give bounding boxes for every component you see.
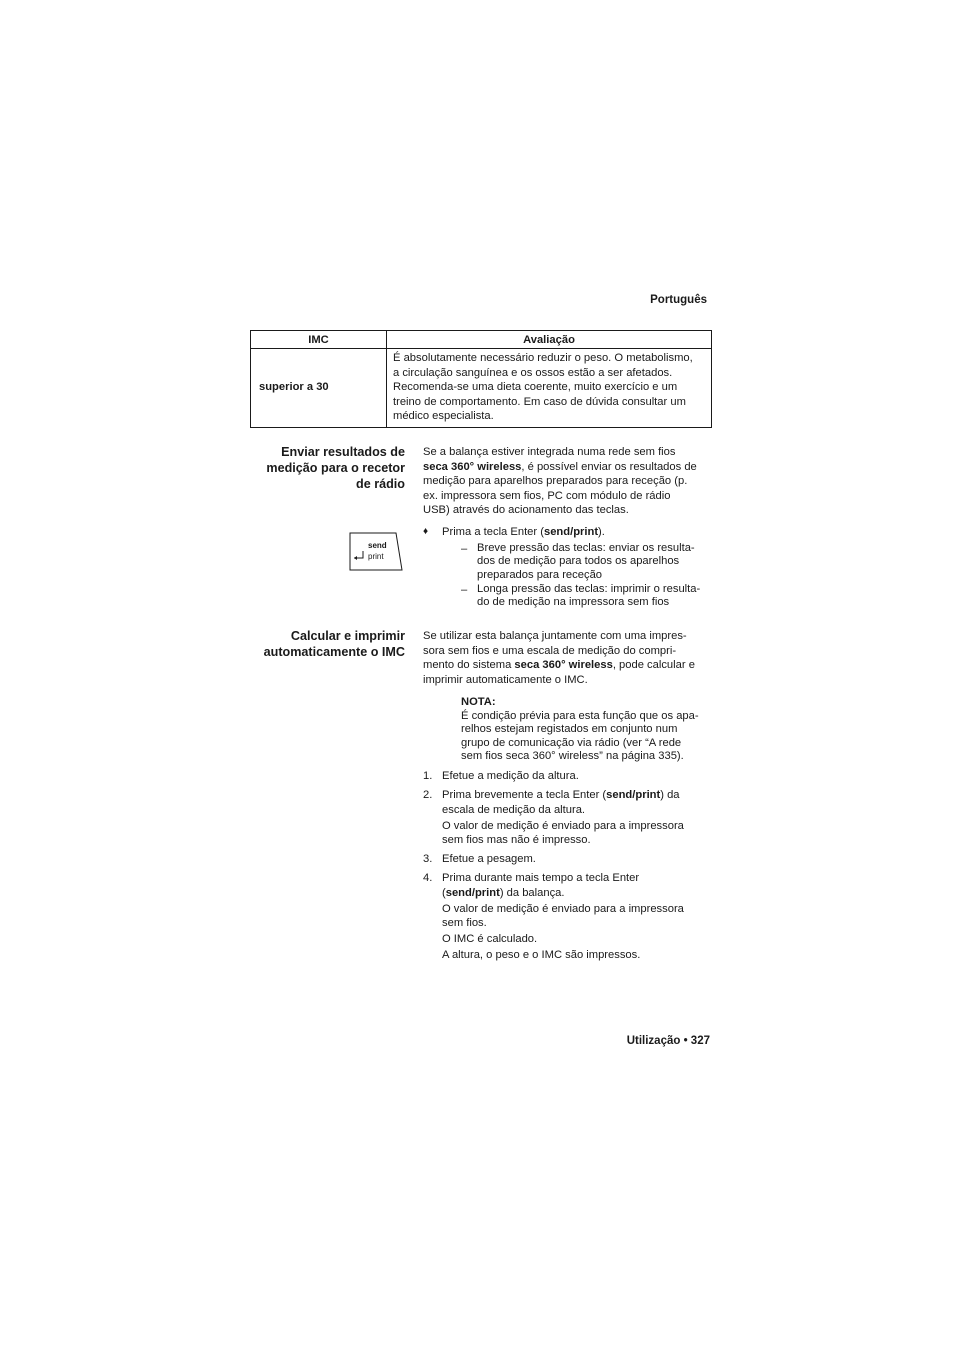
step-number: 3.: [423, 853, 433, 865]
section-title-calculate-bmi: [230, 628, 405, 660]
step-text: Efetue a medição da altura.: [442, 770, 579, 782]
step-2: [423, 788, 723, 848]
intro-line: ex. impressora sem fios, PC com módulo de rádio: [423, 489, 671, 502]
dash-item: [461, 583, 731, 610]
intro-line: [423, 658, 723, 673]
key-name: send/print: [543, 526, 599, 538]
note-line: grupo de comunicação via rádio (ver “A rede: [461, 736, 682, 749]
intro-line: Se utilizar esta balança juntamente com uma impres-: [423, 630, 687, 642]
section-title-line: de rádio: [356, 477, 405, 491]
section2-intro: [423, 629, 723, 687]
section-title-line: Enviar resultados de: [281, 445, 405, 459]
page-language-header: Português: [650, 294, 707, 306]
note-box: [461, 696, 731, 764]
dash-line: Breve pressão das teclas: enviar os resulta-: [477, 542, 695, 554]
intro-line: medição para aparelhos preparados para receção (p.: [423, 475, 688, 488]
evaluation-line: treino de comportamento. Em caso de dúvida consultar um: [393, 395, 686, 408]
evaluation-line: É absolutamente necessário reduzir o peso. O metabolismo,: [393, 352, 693, 364]
section-title-line: Calcular e imprimir: [290, 629, 405, 643]
step-1: [423, 769, 723, 784]
table-cell-bmi-range: superior a 30: [251, 349, 387, 428]
dash-item: [461, 542, 731, 582]
step-result: sem fios.: [442, 917, 487, 930]
note-line: relhos estejam registados em conjunto num: [461, 723, 678, 736]
key-name: send/print: [606, 789, 661, 801]
bmi-table: [250, 330, 712, 428]
step-number: 2.: [423, 789, 433, 801]
step-result: O valor de medição é enviado para a impressora: [442, 819, 684, 832]
bullet-item: [423, 525, 723, 540]
step-3: [423, 852, 723, 867]
evaluation-line: médico especialista.: [393, 410, 494, 423]
step-result: A altura, o peso e o IMC são impressos.: [442, 949, 641, 962]
intro-line: sora sem fios e uma escala de medição do compri-: [423, 644, 677, 657]
product-name: seca 360° wireless: [423, 460, 522, 473]
page-footer: Utilização • 327: [626, 1035, 710, 1047]
dash-line: preparados para receção: [477, 568, 603, 581]
note-line: É condição prévia para esta função que os apa-: [461, 709, 699, 722]
intro-line: USB) através do acionamento das teclas.: [423, 504, 629, 517]
intro-text: , é possível enviar os resultados de: [521, 460, 697, 473]
section-title-line: medição para o recetor: [266, 461, 405, 475]
dash-line: do de medição na impressora sem fios: [477, 596, 670, 609]
intro-text: , pode calcular e: [612, 659, 695, 672]
step-text: escala de medição da altura.: [442, 803, 586, 816]
step-text: [442, 886, 723, 901]
step-text-post: ) da: [660, 789, 680, 801]
step-text: Efetue a pesagem.: [442, 853, 536, 865]
step-number: 4.: [423, 872, 433, 884]
key-label-send: send: [368, 541, 387, 550]
step-text-pre: (: [442, 886, 446, 899]
table-row: [251, 349, 712, 428]
bullet-text-pre: Prima a tecla Enter (: [442, 526, 544, 538]
send-print-key-icon: [348, 532, 404, 572]
bullet-text: [442, 526, 605, 538]
intro-line: imprimir automaticamente o IMC.: [423, 673, 588, 686]
step-text-post: ) da balança.: [499, 886, 565, 899]
table-cell-evaluation: [387, 349, 712, 428]
key-label-print: print: [368, 552, 384, 561]
step-result: O IMC é calculado.: [442, 933, 538, 946]
bullet-icon: ♦: [423, 526, 429, 537]
table-header-imc: IMC: [251, 331, 387, 349]
table-header-evaluation: Avaliação: [387, 331, 712, 349]
dash-line: dos de medição para todos os aparelhos: [477, 555, 680, 568]
dash-icon: –: [461, 584, 468, 596]
section-title-line: automaticamente o IMC: [263, 645, 405, 659]
bullet-text-post: ).: [598, 526, 605, 538]
section-title-send-results: [230, 444, 405, 492]
intro-text: mento do sistema: [423, 659, 515, 672]
product-name: seca 360° wireless: [514, 659, 613, 672]
step-number: 1.: [423, 770, 433, 782]
step-result: sem fios mas não é impresso.: [442, 834, 591, 847]
key-name: send/print: [445, 886, 500, 899]
step-text: Prima durante mais tempo a tecla Enter: [442, 872, 640, 884]
intro-line: Se a balança estiver integrada numa rede sem fios: [423, 446, 676, 458]
evaluation-line: a circulação sanguínea e os ossos estão a ser afetados.: [393, 366, 673, 379]
table-header-row: [251, 331, 712, 349]
step-text-pre: Prima brevemente a tecla Enter (: [442, 789, 607, 801]
evaluation-line: Recomenda-se uma dieta coerente, muito exercício e um: [393, 381, 678, 394]
step-result: O valor de medição é enviado para a impressora: [442, 902, 684, 915]
intro-line: [423, 460, 723, 475]
step-4: [423, 871, 723, 963]
dash-icon: –: [461, 543, 468, 555]
step-text: [442, 788, 723, 803]
section1-intro: [423, 445, 723, 518]
note-line: sem fios seca 360° wireless” na página 335).: [461, 750, 684, 763]
dash-line: Longa pressão das teclas: imprimir o resulta-: [477, 583, 701, 595]
note-title: NOTA:: [461, 696, 496, 708]
